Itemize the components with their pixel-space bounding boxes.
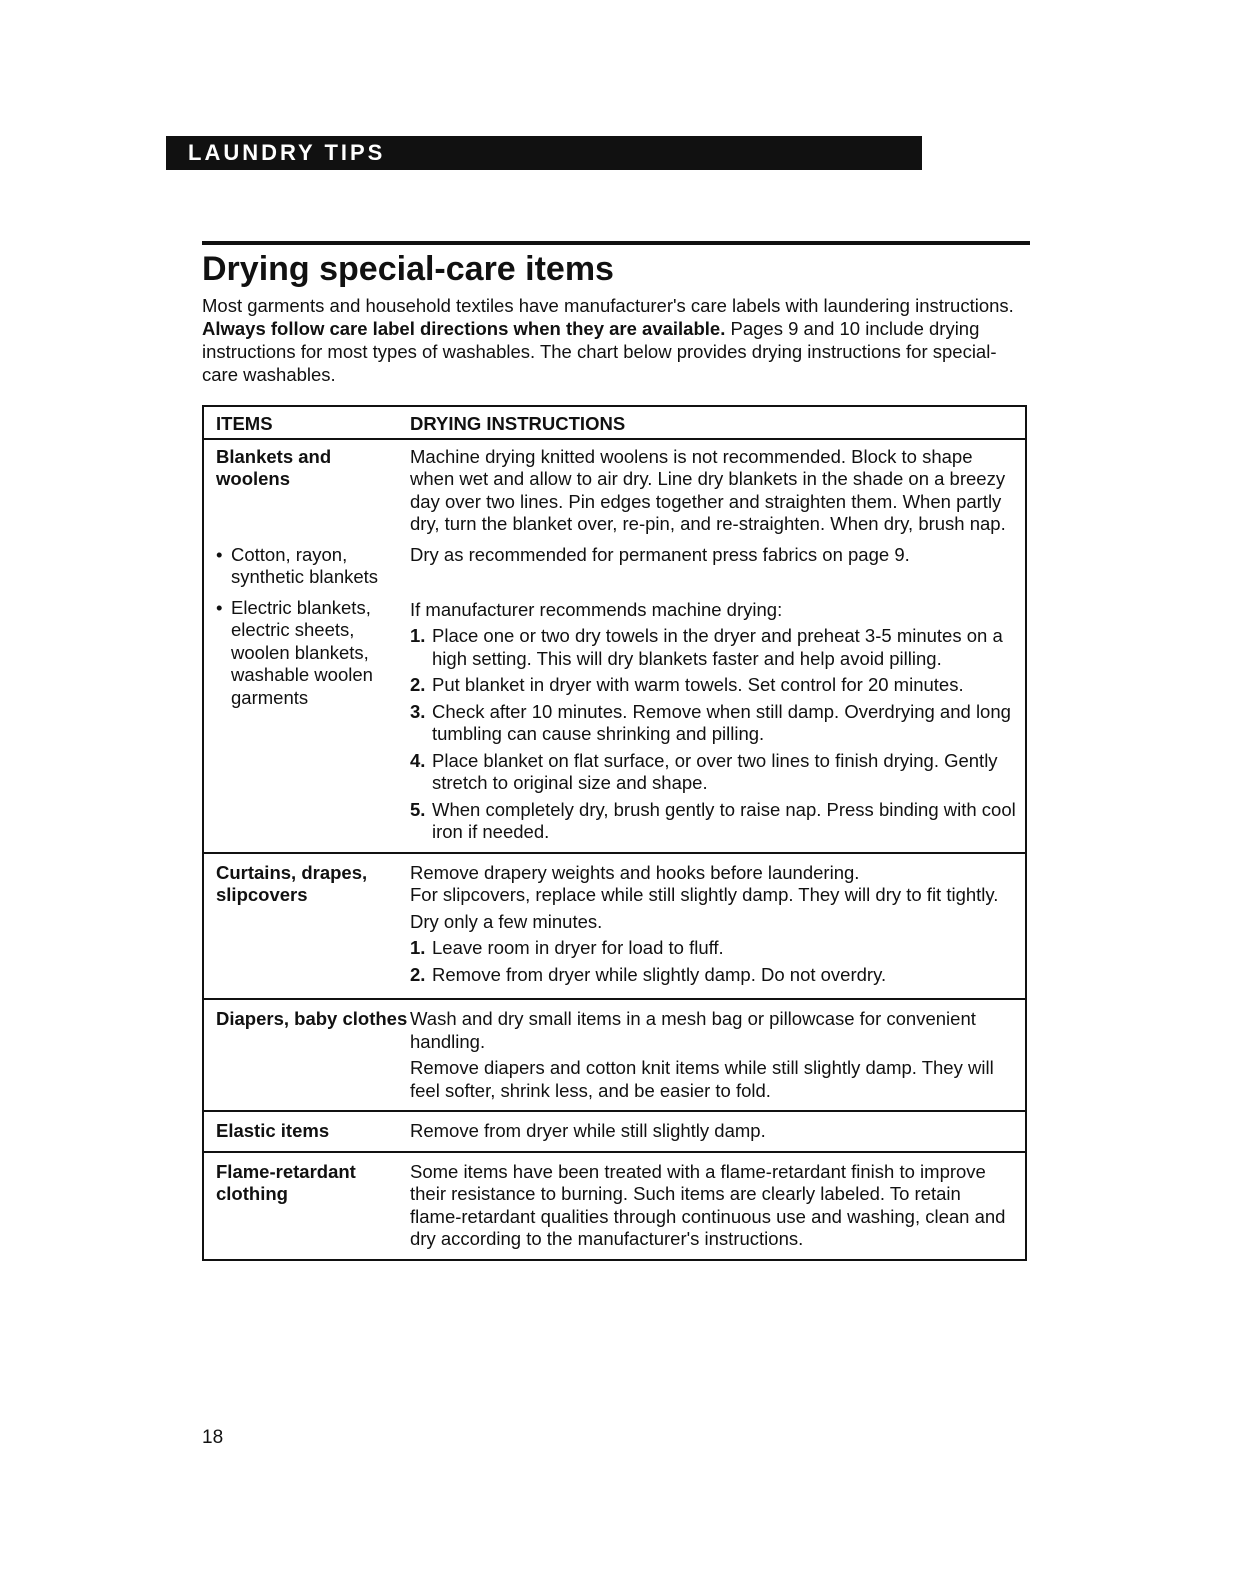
- instructions-elastic: Remove from dryer while still slightly damp.: [410, 1111, 1026, 1152]
- page-number: 18: [202, 1427, 224, 1448]
- step-text: When completely dry, brush gently to raise nap. Press binding with cool iron if needed.: [432, 798, 1016, 842]
- item-electric-blankets: • Electric blankets, electric sheets, woolen blankets, washable woolen garments: [216, 597, 410, 710]
- list-item: [410, 964, 1017, 987]
- table-row-cotton-blankets: [203, 544, 1026, 593]
- list-item: [410, 625, 1017, 670]
- intro-text-1: Most garments and household textiles have manufacturer's care labels with laundering instructions.: [202, 295, 1014, 316]
- instructions-flame-retardant: Some items have been treated with a flame-retardant finish to improve their resistance to burning. Such items are clearly labeled. To retain flame-retardant qualities through continuous use and washing, clean and dry according to the manufacturer's instructions.: [410, 1152, 1026, 1260]
- step-number: 4.: [410, 749, 426, 771]
- step-text: Remove from dryer while slightly damp. Do not overdry.: [432, 963, 887, 985]
- step-text: Place blanket on flat surface, or over two lines to finish drying. Gently stretch to original size and shape.: [432, 749, 998, 793]
- instructions-electric-intro: If manufacturer recommends machine drying:: [410, 598, 783, 620]
- table-row-elastic: [203, 1111, 1026, 1152]
- instructions-curtains-line1: Remove drapery weights and hooks before laundering.: [410, 861, 860, 883]
- instructions-curtains-line2: For slipcovers, replace while still slightly damp. They will dry to fit tightly.: [410, 884, 999, 905]
- intro-paragraph: [202, 294, 1032, 386]
- instructions-curtains-line3: Dry only a few minutes.: [410, 910, 603, 932]
- table-row-curtains: [203, 853, 1026, 1000]
- item-elastic: Elastic items: [203, 1111, 410, 1152]
- step-text: Leave room in dryer for load to fluff.: [432, 937, 724, 958]
- step-number: 2.: [410, 674, 426, 695]
- item-diapers: Diapers, baby clothes: [203, 999, 410, 1111]
- step-number: 5.: [410, 798, 426, 820]
- instructions-diapers-line2: Remove diapers and cotton knit items while still slightly damp. They will feel softer, shrink less, and be easier to fold.: [410, 1057, 994, 1101]
- step-number: 3.: [410, 700, 426, 722]
- title-rule: [202, 241, 1030, 245]
- step-number: 1.: [410, 937, 426, 958]
- section-header-bar: [166, 136, 922, 170]
- table-header-row: [203, 406, 1026, 439]
- list-item: [410, 937, 1017, 960]
- intro-text-2: Pages 9 and 10 include drying instructions for most types of washables. The chart below provides drying instructions for special-care washables.: [202, 318, 997, 385]
- step-number: 1.: [410, 625, 426, 646]
- instructions-diapers-line1: Wash and dry small items in a mesh bag or pillowcase for convenient handling.: [410, 1008, 976, 1052]
- curtain-steps-list: [410, 937, 1017, 986]
- step-number: 2.: [410, 963, 426, 985]
- table-row-flame-retardant: [203, 1152, 1026, 1260]
- instructions-blankets: Machine drying knitted woolens is not recommended. Block to shape when wet and allow to air dry. Line dry blankets in the shade on a breezy day over two lines. Pin edges together and straighten them. When partly dry, turn the blanket over, re-pin, and re-straighten. When dry, brush nap.: [410, 439, 1026, 544]
- step-text: Check after 10 minutes. Remove when still damp. Overdrying and long tumbling can cause shrinking and pilling.: [432, 700, 1011, 744]
- instructions-cotton-blankets: Dry as recommended for permanent press fabrics on page 9.: [410, 543, 910, 565]
- column-header-instructions: DRYING INSTRUCTIONS: [410, 413, 626, 434]
- list-item: [410, 799, 1017, 844]
- list-item: [410, 701, 1017, 746]
- table-row-diapers: [203, 999, 1026, 1111]
- drying-instructions-table: [202, 405, 1027, 1261]
- item-cotton-blankets: • Cotton, rayon, synthetic blankets: [216, 544, 410, 589]
- step-text: Place one or two dry towels in the dryer and preheat 3-5 minutes on a high setting. This will dry blankets faster and help avoid pilling.: [432, 625, 1003, 669]
- item-blankets: Blankets and woolens: [203, 439, 410, 544]
- item-curtains: Curtains, drapes, slipcovers: [203, 853, 410, 1000]
- section-header-label: LAUNDRY TIPS: [188, 140, 386, 165]
- item-flame-retardant: Flame-retardant clothing: [203, 1152, 410, 1260]
- list-item: [410, 750, 1017, 795]
- step-text: Put blanket in dryer with warm towels. Set control for 20 minutes.: [432, 674, 964, 695]
- blanket-steps-list: [410, 625, 1017, 844]
- intro-bold-text: Always follow care label directions when they are available.: [202, 318, 726, 339]
- list-item: [410, 674, 1017, 697]
- table-row-blankets: [203, 439, 1026, 544]
- table-row-electric-blankets: [203, 593, 1026, 853]
- page-title: Drying special-care items: [202, 250, 614, 288]
- column-header-items: ITEMS: [216, 413, 273, 434]
